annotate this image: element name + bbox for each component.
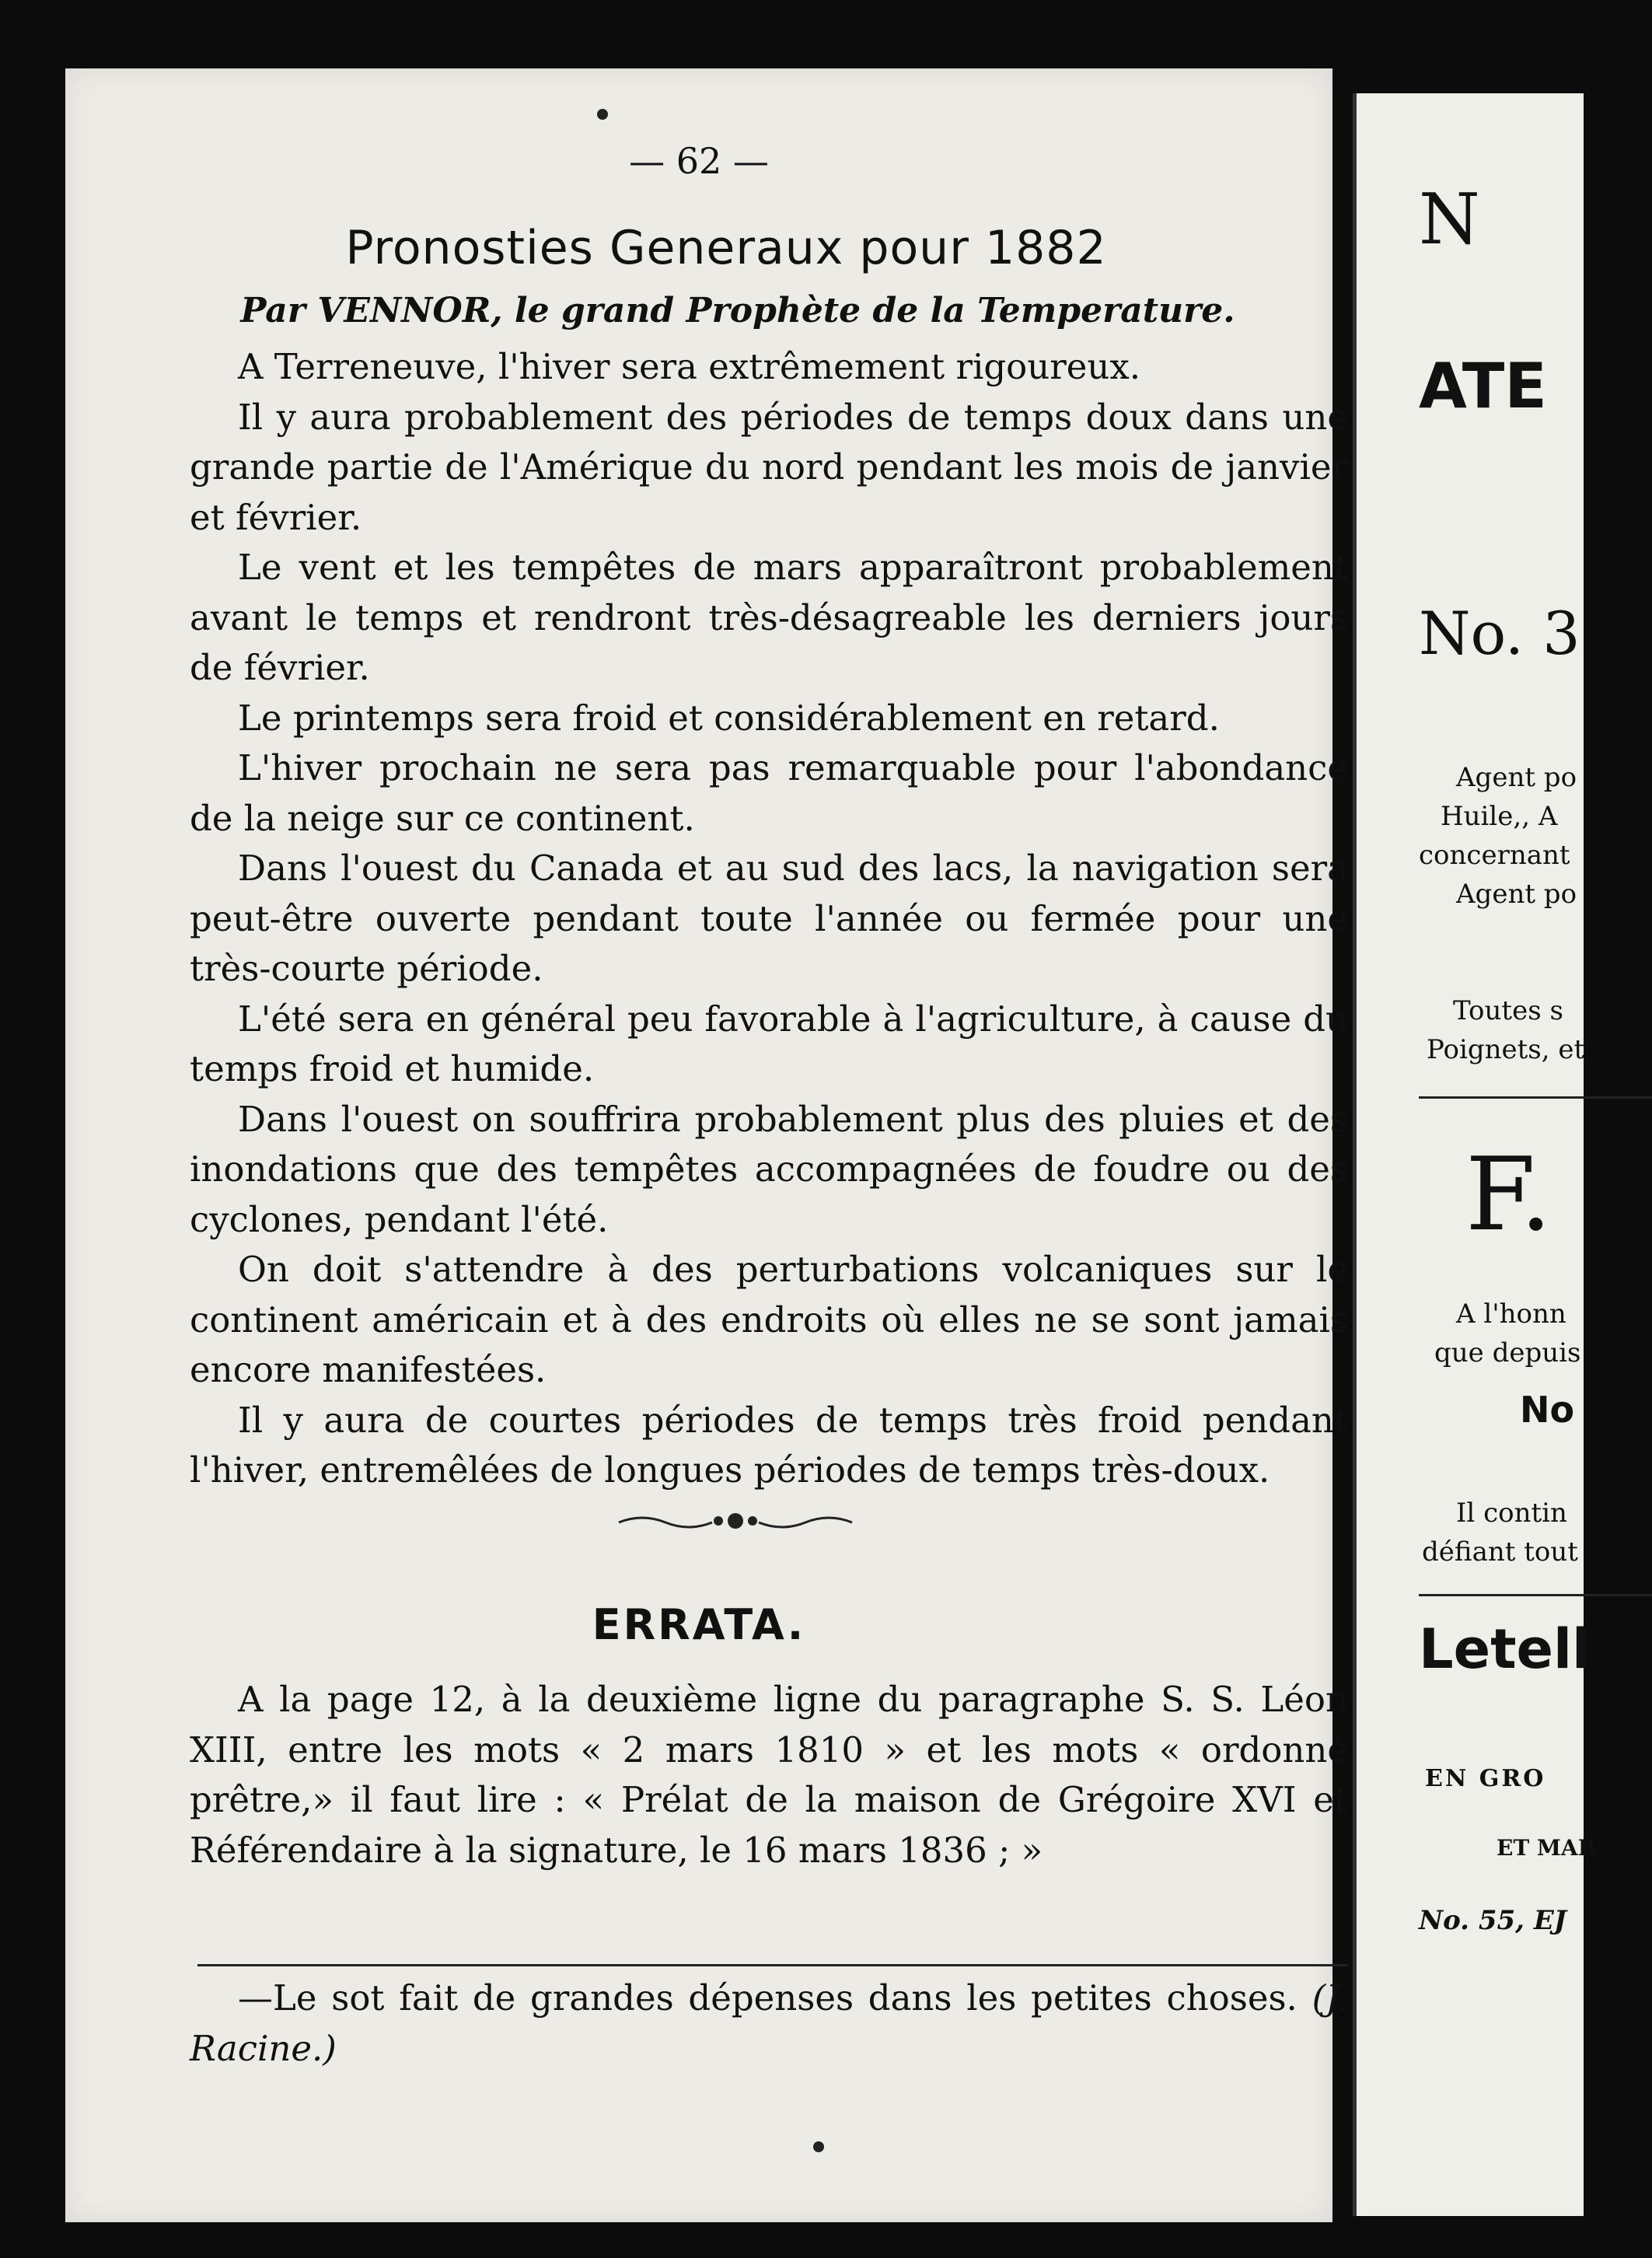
- divider: [1419, 1594, 1652, 1596]
- fragment: A l'honn: [1456, 1299, 1566, 1330]
- fragment: Agent po: [1456, 879, 1577, 910]
- fragment: Huile,, A: [1441, 801, 1558, 832]
- divider: [1419, 1096, 1652, 1099]
- fragment: défiant tout: [1422, 1536, 1578, 1568]
- paragraph: Il y aura de courtes périodes de temps très froid pendant l'hiver, entremêlées de longues périodes de temps très-doux.: [190, 1399, 1348, 1491]
- byline: Par VENNOR, le grand Prophète de la Temperature.: [240, 291, 1235, 330]
- forecast-body: [190, 342, 1348, 1496]
- paragraph: L'hiver prochain ne sera pas remarquable pour l'abondance de la neige sur ce continent.: [190, 747, 1348, 839]
- errata-body: [190, 1675, 1348, 1875]
- paragraph: Dans l'ouest du Canada et au sud des lacs, la navigation sera peut-être ouverte pendant toute l'année ou fermée pour une très-courte période.: [190, 848, 1348, 989]
- paragraph: L'été sera en général peu favorable à l'agriculture, à cause du temps froid et humide.: [190, 998, 1348, 1089]
- page-number: — 62 —: [629, 140, 769, 182]
- book-page: [65, 68, 1348, 2222]
- errata-heading: ERRATA.: [592, 1600, 806, 1649]
- quote: [190, 1973, 1348, 2074]
- errata-paragraph: A la page 12, à la deuxième ligne du paragraphe S. S. Léon XIII, entre les mots « 2 mars 1810 » et les mots « ordonné prêtre,» il faut lire : « Prélat de la maison de Grégoire XVI et Référendaire à la signature, le 16 mars 1836 ; »: [190, 1679, 1348, 1871]
- page-title: Pronosties Generaux pour 1882: [345, 221, 1107, 275]
- fragment: No. 3: [1419, 599, 1580, 668]
- quote-author: (J. Racine.): [190, 1977, 1348, 2069]
- ink-dot: [597, 109, 608, 120]
- ornament-divider: [619, 1505, 852, 1536]
- fragment: No. 55, EJ: [1419, 1905, 1566, 1936]
- fragment: Agent po: [1456, 762, 1577, 793]
- fragment: Il contin: [1456, 1498, 1567, 1529]
- fragment: concernant: [1419, 840, 1570, 871]
- fragment: ATE: [1419, 350, 1547, 422]
- fragment: EN GRO: [1425, 1765, 1546, 1792]
- fragment: F.: [1465, 1135, 1552, 1253]
- paragraph: A Terreneuve, l'hiver sera extrêmement rigoureux.: [238, 346, 1141, 387]
- ink-dot: [813, 2141, 824, 2152]
- horizontal-rule: [197, 1964, 1348, 1966]
- paragraph: Il y aura probablement des périodes de temps doux dans une grande partie de l'Amérique du nord pendant les mois de janvier et février.: [190, 396, 1348, 538]
- fragment: Toutes s: [1453, 995, 1563, 1026]
- fragment: que depuis: [1434, 1337, 1581, 1368]
- paragraph: On doit s'attendre à des perturbations volcaniques sur le continent américain et à des endroits où elles ne se sont jamais encore manifestées.: [190, 1249, 1348, 1390]
- fragment: Poignets, et: [1427, 1034, 1585, 1065]
- paragraph: Le vent et les tempêtes de mars apparaîtront probablement avant le temps et rendront très-désagreable les derniers jours de février.: [190, 547, 1348, 688]
- paragraph: Le printemps sera froid et considérablement en retard.: [238, 697, 1220, 739]
- adjacent-page: [1353, 93, 1596, 2216]
- fragment: ET MAR: [1497, 1835, 1596, 1861]
- fragment: Letell: [1419, 1617, 1591, 1681]
- quote-text: —Le sot fait de grandes dépenses dans les petites choses.: [238, 1977, 1298, 2019]
- fragment: N: [1419, 179, 1480, 260]
- paragraph: Dans l'ouest on souffrira probablement plus des pluies et des inondations que des tempêtes accompagnées de foudre ou des cyclones, pendant l'été.: [190, 1098, 1348, 1240]
- fragment: No: [1520, 1389, 1575, 1431]
